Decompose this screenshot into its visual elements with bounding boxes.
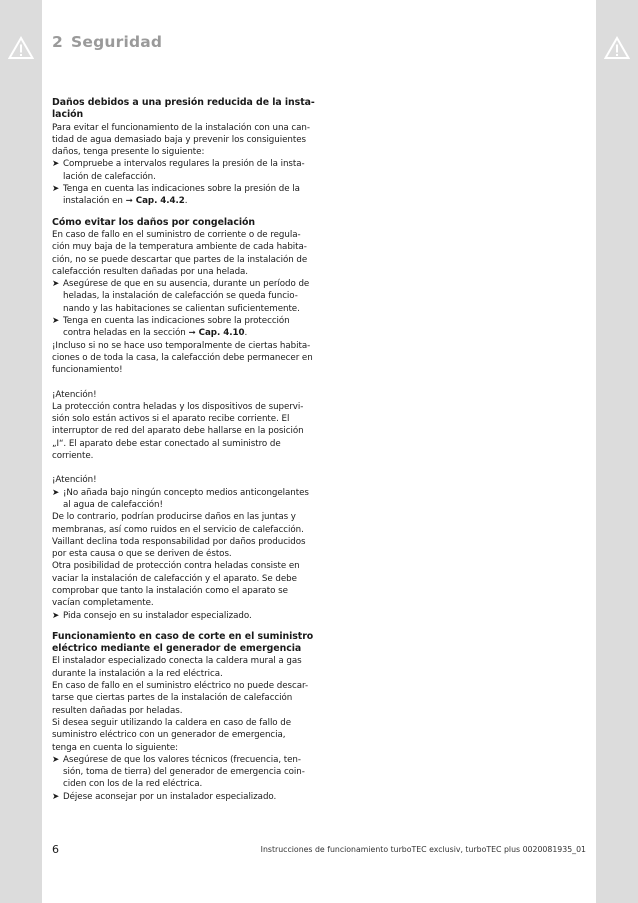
cross-reference-link[interactable]: ➞ Cap. 4.4.2 <box>125 196 185 207</box>
section-heading: Daños debidos a una presión reducida de la insta- lación <box>52 97 315 121</box>
bullet-arrow-icon: ➤ <box>52 279 60 290</box>
bullet-arrow-icon: ➤ <box>52 184 60 195</box>
bullet-arrow-icon: ➤ <box>52 791 60 802</box>
main-text-column <box>52 97 314 803</box>
list-item: ➤ ¡No añada bajo ningún concepto medios anticongelantes al agua de calefacción! <box>52 487 309 510</box>
list-item: ➤ Tenga en cuenta las indicaciones sobre la protección contra heladas en la sección ➞ Cap. 4.10. <box>52 316 290 339</box>
chapter-heading <box>52 33 162 51</box>
attention-notice: ¡Atención! La protección contra heladas y los dispositivos de supervi- sión solo están activos si el aparato recibe corriente. El interruptor de red del aparato debe hallarse en la posición „I“. El aparato debe estar conectado al suministro de corriente. <box>52 389 314 463</box>
page-number: 6 <box>52 843 59 856</box>
list-item: ➤ Déjese aconsejar por un instalador especializado. <box>52 791 277 802</box>
warning-triangle-icon <box>604 36 630 60</box>
paragraph: En caso de fallo en el suministro de corriente o de regula- ción muy baja de la temperatura ambiente de cada habita- ción, no se puede descartar que partes de la instalación de calefacción resulten dañadas por una helada. <box>52 229 308 277</box>
cross-reference-link[interactable]: ➞ Cap. 4.10 <box>188 328 245 339</box>
section-heading: Funcionamiento en caso de corte en el suministro eléctrico mediante el generador de emergencia <box>52 630 314 655</box>
bullet-arrow-icon: ➤ <box>52 754 60 765</box>
list-item: ➤ Compruebe a intervalos regulares la presión de la insta- lación de calefacción. <box>52 159 305 182</box>
warning-triangle-icon <box>8 36 34 60</box>
chapter-number: 2 <box>52 33 63 51</box>
paragraph: Para evitar el funcionamiento de la instalación con una can- tidad de agua demasiado baja y prevenir los consiguientes daños, tenga presente lo siguiente: <box>52 122 310 158</box>
chapter-title: Seguridad <box>71 33 163 51</box>
paragraph: El instalador especializado conecta la caldera mural a gas durante la instalación a la red eléctrica. En caso de fallo en el suministro eléctrico no puede descar- tarse que ciertas partes de la instalación de calefacción resulten dañadas por heladas. Si desea seguir utilizando la caldera en caso de fallo de suministro eléctrico con un generador de emergencia, tenga en cuenta lo siguiente: <box>52 656 309 753</box>
bullet-arrow-icon: ➤ <box>52 487 60 498</box>
list-item: ➤ Asegúrese de que los valores técnicos (frecuencia, ten- sión, toma de tierra) del generador de emergencia coin- ciden con los de la red eléctrica. <box>52 754 305 790</box>
right-margin-band <box>596 0 638 903</box>
attention-label: ¡Atención! <box>52 475 97 486</box>
paragraph: De lo contrario, podrían producirse daños en las juntas y membranas, así como ruidos en el servicio de calefacción. Vaillant declina toda responsabilidad por daños producidos por esta causa o que se deriven de éstos. Otra posibilidad de protección contra heladas consiste en vaciar la instalación de calefacción y el aparato. Se debe comprobar que tanto la instalación como el aparato se vacían completamente. <box>52 512 306 609</box>
section-heading: Cómo evitar los daños por congelación <box>52 216 256 228</box>
list-item: ➤ Tenga en cuenta las indicaciones sobre la presión de la instalación en ➞ Cap. 4.4.2. <box>52 184 300 207</box>
paragraph: ¡Incluso si no se hace uso temporalmente de ciertas habita- ciones o de toda la casa, la calefacción debe permanecer en funcionamiento! <box>52 340 313 376</box>
footer-document-title: Instrucciones de funcionamiento turboTEC exclusiv, turboTEC plus 0020081935_01 <box>260 845 586 854</box>
list-item: ➤ Pida consejo en su instalador especializado. <box>52 610 252 621</box>
bullet-arrow-icon: ➤ <box>52 159 60 170</box>
attention-label: ¡Atención! <box>52 389 97 400</box>
attention-notice <box>52 474 314 511</box>
left-margin-band <box>0 0 42 903</box>
bullet-arrow-icon: ➤ <box>52 610 60 621</box>
list-item: ➤ Asegúrese de que en su ausencia, durante un período de heladas, la instalación de calefacción se queda funcio- nando y las habitaciones se calientan suficientemente. <box>52 279 310 314</box>
bullet-arrow-icon: ➤ <box>52 316 60 327</box>
